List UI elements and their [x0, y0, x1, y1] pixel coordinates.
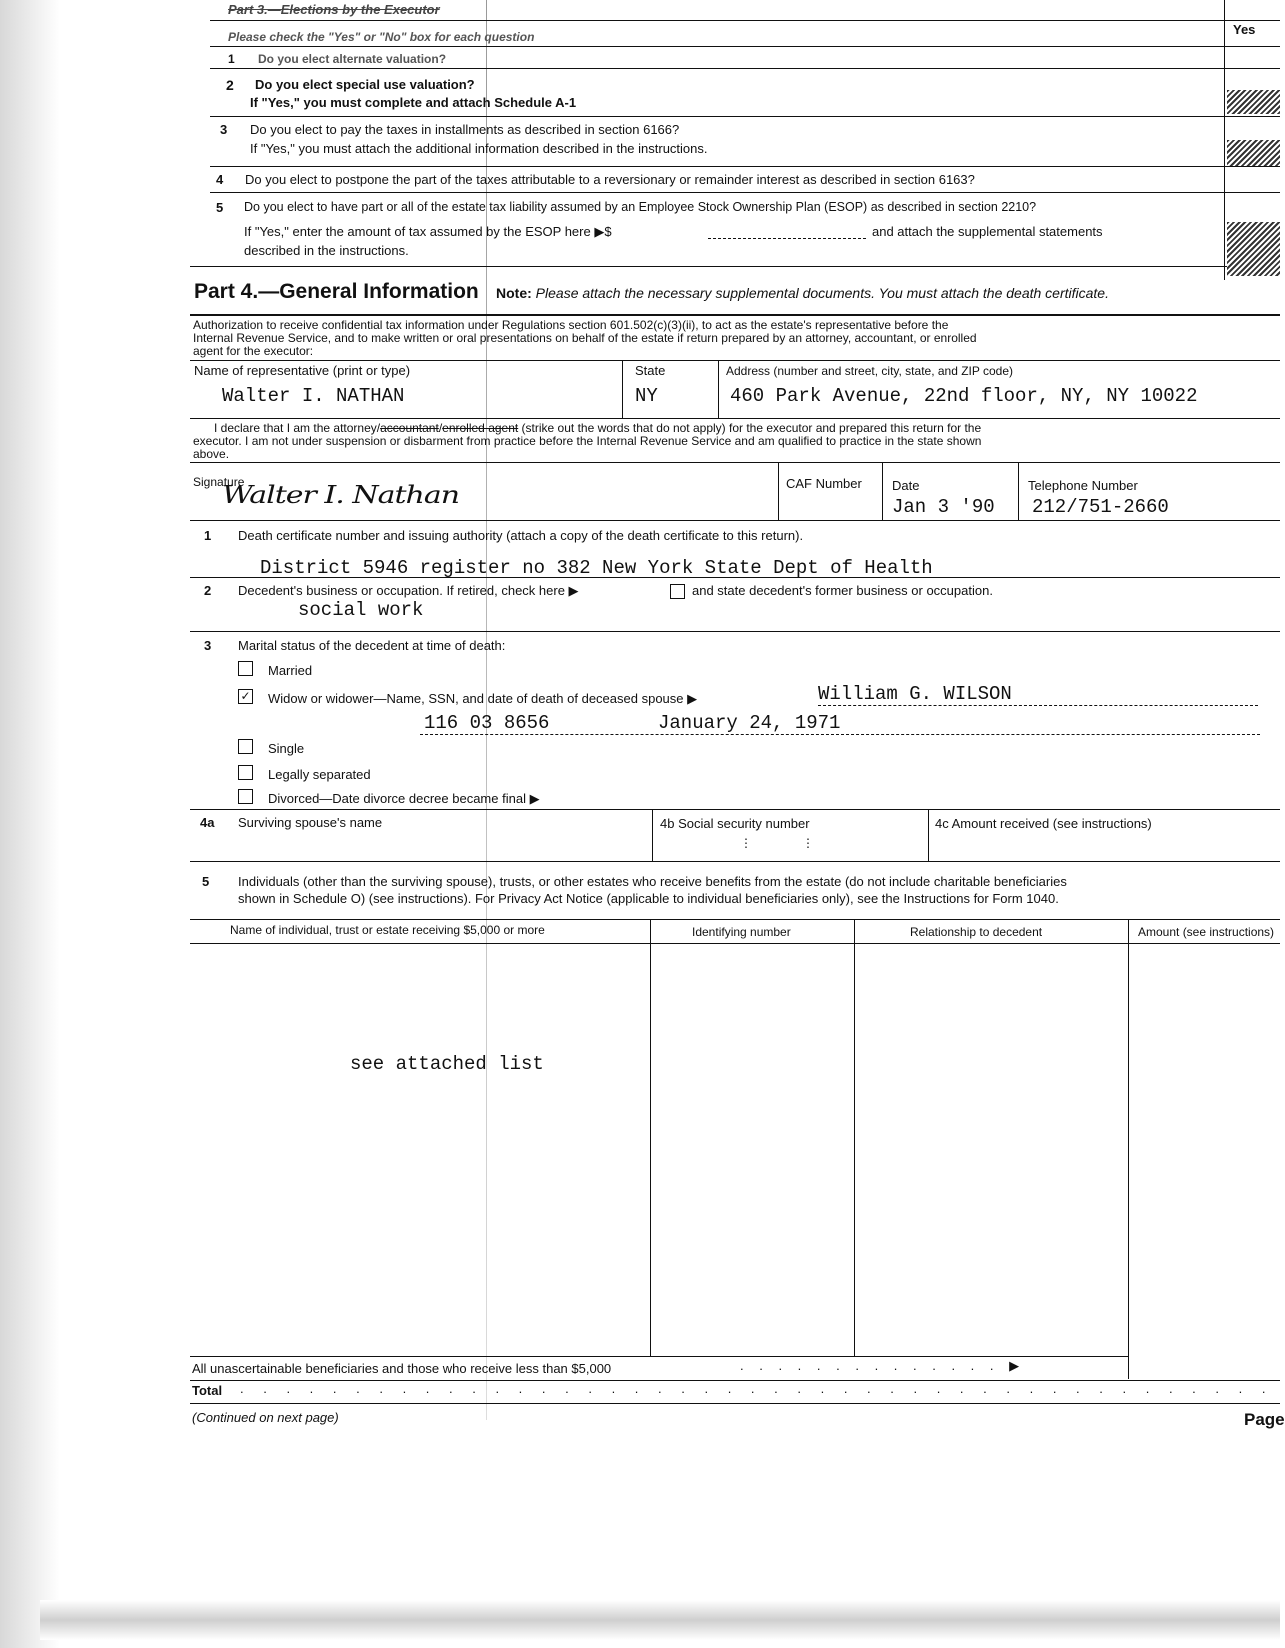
leader-dots: . . . . . . . . . . . . . . ▶: [740, 1358, 1026, 1373]
rule: [652, 809, 653, 861]
q1-number: 1: [228, 52, 235, 66]
signature-label: Signature: [193, 475, 245, 489]
auth-line1: Authorization to receive confidential tax information under Regulations section 601.502(c)(3)(ii), to act as the estate's representative before the: [193, 318, 949, 332]
address-label: Address (number and street, city, state, and ZIP code): [726, 364, 1014, 378]
item5-line2: shown in Schedule O) (see instructions). For Privacy Act Notice (applicable to individual beneficiaries only), see the Instructions for Form 1040.: [238, 891, 1059, 906]
part3-header-instruction: Please check the "Yes" or "No" box for each question: [228, 30, 535, 44]
q5-line2b: and attach the supplemental statements: [872, 224, 1103, 239]
item2-label-b: and state decedent's former business or occupation.: [692, 583, 993, 598]
q2-line2: If "Yes," you must complete and attach Schedule A-1: [250, 95, 577, 110]
state-label: State: [635, 363, 666, 378]
table-column-divider: [1128, 919, 1129, 1379]
rule: [210, 20, 1280, 21]
spouse-ssn-value[interactable]: 116 03 8656: [424, 712, 550, 734]
q2-number: 2: [226, 77, 234, 93]
q5-line1: Do you elect to have part or all of the estate tax liability assumed by an Employee Stock Ownership Plan (ESOP) as described in section 2210?: [244, 200, 1037, 214]
declaration-line1: I declare that I am the attorney/accountant/enrolled agent (strike out the words that do not apply) for the executor and prepared this return for the: [214, 421, 982, 435]
retired-checkbox[interactable]: [670, 584, 685, 599]
signature-value[interactable]: Walter I. Nathan: [222, 481, 460, 510]
rule: [718, 360, 719, 418]
continued-note: (Continued on next page): [192, 1410, 339, 1425]
rule: [210, 46, 1280, 47]
q5-number: 5: [216, 200, 224, 215]
rule: [190, 631, 1280, 632]
ssn-separator: ⋮: [740, 836, 752, 850]
rule: [210, 192, 1280, 193]
phone-label: Telephone Number: [1028, 478, 1138, 493]
rep-name-label: Name of representative (print or type): [194, 363, 411, 378]
rule: [210, 116, 1280, 117]
rule: [190, 314, 1280, 316]
rule: [190, 266, 1227, 267]
q3-line1: Do you elect to pay the taxes in installments as described in section 6166?: [250, 122, 680, 137]
table-header-relationship: Relationship to decedent: [910, 925, 1043, 939]
q5-line2a: If "Yes," enter the amount of tax assumed by the ESOP here ▶$: [244, 224, 612, 239]
item5-number: 5: [202, 874, 210, 889]
separated-label: Legally separated: [268, 767, 371, 782]
separated-checkbox[interactable]: [238, 765, 253, 780]
death-certificate-value[interactable]: District 5946 register no 382 New York State Dept of Health: [260, 557, 933, 579]
spouse-name-value[interactable]: William G. WILSON: [818, 683, 1012, 705]
item5-line1: Individuals (other than the surviving spouse), trusts, or other estates who receive benefits from the estate (do not include charitable beneficiaries: [238, 874, 1067, 889]
ssn-separator: ⋮: [802, 836, 814, 850]
rule: [1018, 462, 1019, 520]
shaded-box: [1227, 140, 1280, 166]
unascertainable-label: All unascertainable beneficiaries and those who receive less than $5,000: [192, 1361, 612, 1376]
item4a-number: 4a: [200, 815, 215, 830]
date-label: Date: [892, 478, 920, 493]
rule: [210, 166, 1280, 167]
table-header-amount: Amount (see instructions): [1138, 925, 1275, 939]
table-column-divider: [650, 919, 651, 1356]
declaration-line3: above.: [193, 447, 230, 461]
table-note[interactable]: see attached list: [350, 1053, 544, 1075]
item4b-label: 4b Social security number: [660, 816, 810, 831]
scan-left-shadow: [0, 0, 60, 1648]
q2-line1: Do you elect special use valuation?: [255, 77, 475, 92]
single-checkbox[interactable]: [238, 739, 253, 754]
phone-value[interactable]: 212/751-2660: [1032, 496, 1169, 518]
divorced-label: Divorced—Date divorce decree became final ▶: [268, 791, 540, 806]
yes-column-label: Yes: [1233, 22, 1256, 37]
rule: [190, 418, 1280, 419]
auth-line3: agent for the executor:: [193, 344, 314, 358]
married-label: Married: [268, 663, 313, 678]
item1-label: Death certificate number and issuing authority (attach a copy of the death certificate to this return).: [238, 528, 804, 543]
shaded-box: [1227, 90, 1280, 114]
divorced-checkbox[interactable]: [238, 789, 253, 804]
married-checkbox[interactable]: [238, 661, 253, 676]
rule: [190, 520, 1280, 521]
q4-text: Do you elect to postpone the part of the taxes attributable to a reversionary or remainder interest as described in section 6163?: [245, 172, 975, 187]
rule: [190, 360, 1280, 361]
widow-checkbox[interactable]: ✓: [238, 689, 253, 704]
item4c-label: 4c Amount received (see instructions): [935, 816, 1152, 831]
rule: [190, 919, 1280, 920]
item2-label: Decedent's business or occupation. If retired, check here ▶: [238, 583, 579, 598]
rule: [190, 943, 1280, 944]
rule: [622, 360, 623, 418]
shaded-box: [1227, 222, 1280, 276]
scan-bottom-shadow: [40, 1600, 1280, 1640]
item3-label: Marital status of the decedent at time of death:: [238, 638, 506, 653]
q5-line3: described in the instructions.: [244, 243, 409, 258]
widow-label: Widow or widower—Name, SSN, and date of death of deceased spouse ▶: [268, 691, 698, 706]
rule: [928, 809, 929, 861]
single-label: Single: [268, 741, 305, 756]
rep-name-value[interactable]: Walter I. NATHAN: [222, 385, 405, 407]
rule: [190, 577, 1280, 578]
caf-label: CAF Number: [786, 476, 862, 491]
total-label: Total: [192, 1383, 223, 1398]
rule: [882, 462, 883, 520]
q3-line2: If "Yes," you must attach the additional information described in the instructions.: [250, 141, 708, 156]
part4-title: Part 4.—General Information: [194, 280, 479, 303]
q1-text: Do you elect alternate valuation?: [258, 52, 447, 66]
spouse-death-date-value[interactable]: January 24, 1971: [658, 712, 841, 734]
page-label: Page: [1244, 1410, 1285, 1429]
yes-column-divider: [1224, 0, 1225, 280]
date-value[interactable]: Jan 3 '90: [892, 496, 995, 518]
table-column-divider: [854, 919, 855, 1356]
declaration-line2: executor. I am not under suspension or disbarment from practice before the Internal Revenue Service and am qualified to practice in the state shown: [193, 434, 982, 448]
part3-header-title: Part 3.—Elections by the Executor: [228, 2, 440, 17]
state-value[interactable]: NY: [635, 385, 658, 407]
rule: [190, 1356, 1128, 1357]
leader-dots: . . . . . . . . . . . . . . . . . . . . . . . . . . . . . . . . . . . . . . . . . . . . .: [240, 1381, 1274, 1396]
item2-number: 2: [204, 583, 212, 598]
part4-note: Note: Please attach the necessary supplemental documents. You must attach the death certificate.: [496, 285, 1109, 301]
rule: [190, 861, 1280, 862]
item4a-label: Surviving spouse's name: [238, 815, 383, 830]
q3-number: 3: [220, 122, 228, 137]
spouse-details-line: [420, 734, 1260, 735]
occupation-value[interactable]: social work: [298, 599, 424, 621]
esop-amount-field[interactable]: [708, 238, 866, 239]
table-header-id: Identifying number: [692, 925, 791, 939]
rule: [190, 1403, 1280, 1404]
address-value[interactable]: 460 Park Avenue, 22nd floor, NY, NY 10022: [730, 385, 1198, 407]
rule: [778, 462, 779, 520]
rule: [190, 809, 1280, 810]
q4-number: 4: [216, 172, 224, 187]
spouse-name-line: [818, 705, 1258, 706]
item3-number: 3: [204, 638, 212, 653]
auth-line2: Internal Revenue Service, and to make written or oral presentations on behalf of the estate if return prepared by an attorney, accountant, or enrolled: [193, 331, 977, 345]
rule: [210, 68, 1280, 69]
item1-number: 1: [204, 528, 212, 543]
rule: [190, 462, 1280, 463]
table-header-name: Name of individual, trust or estate receiving $5,000 or more: [230, 923, 545, 937]
